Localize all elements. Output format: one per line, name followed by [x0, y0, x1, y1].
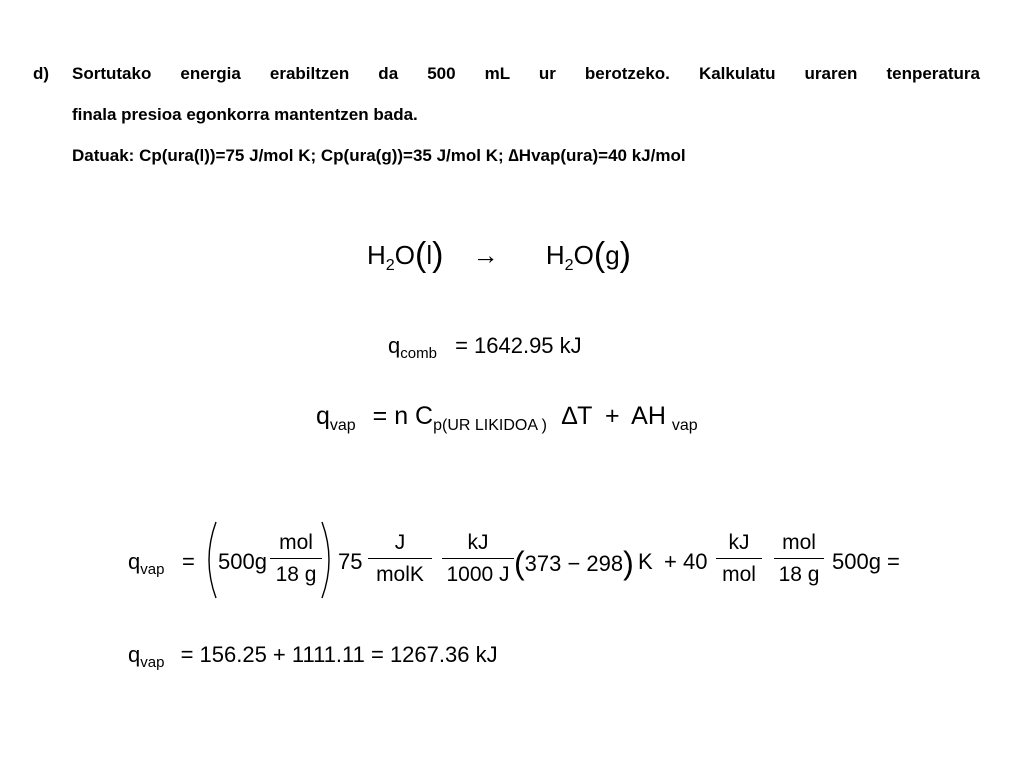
q-vap-formula: [316, 402, 698, 434]
q-vap-result: [128, 642, 498, 672]
cp-subscript: p(UR LIKIDOA ): [433, 416, 547, 434]
temperature-difference: [514, 542, 634, 579]
mass-value: 500g: [218, 549, 267, 574]
q-vap-symbol: q: [316, 402, 330, 430]
product-subscript: 2: [564, 255, 574, 274]
product-h: H: [545, 240, 565, 270]
q-vap-result-value: = 156.25 + 1111.11 = 1267.36 kJ: [180, 642, 498, 667]
fraction-4-denominator: mol: [722, 563, 756, 586]
plus-40-term: + 40: [664, 549, 708, 574]
q-vap-num-subscript: vap: [140, 561, 165, 579]
q-vap-subscript: vap: [329, 416, 356, 434]
temp-close-paren: ): [623, 545, 634, 581]
q-comb-symbol: q: [388, 333, 401, 358]
q-vap-num-equals: =: [182, 549, 195, 574]
fraction-2-numerator: J: [394, 531, 406, 554]
temp-open-paren: (: [514, 545, 525, 581]
fraction-mol-per-g: [270, 531, 322, 587]
plus-sign: +: [604, 402, 620, 430]
fraction-3-denominator: 1000 J: [446, 563, 510, 586]
fraction-2-denominator: molK: [376, 563, 424, 586]
kelvin-unit: K: [638, 549, 653, 574]
fraction-kj-per-j: [442, 531, 514, 587]
reactant-subscript: 2: [385, 255, 395, 274]
right-big-paren: [318, 520, 340, 600]
fraction-mol-per-g-2: [774, 531, 824, 587]
product-o: O: [573, 240, 594, 270]
fraction-1-denominator: 18 g: [275, 563, 317, 586]
problem-label: d): [33, 64, 50, 83]
q-vap-num-symbol: q: [128, 549, 141, 574]
q-vap-result-subscript: vap: [140, 654, 165, 672]
q-comb-subscript: comb: [400, 345, 437, 363]
fraction-j-per-molk: [368, 531, 432, 587]
problem-line-2: finala presioa egonkorra mantentzen bada.: [72, 105, 418, 124]
fraction-5-numerator: mol: [782, 531, 816, 554]
problem-line-1: Sortutako energia erabiltzen da 500 mL ur berotzeko. Kalkulatu uraren tenperatura: [72, 64, 980, 83]
mass-value-2: 500g =: [832, 549, 900, 574]
fraction-1-numerator: mol: [279, 531, 313, 554]
fraction-3-numerator: kJ: [467, 531, 489, 554]
ah-term: AH: [631, 402, 666, 430]
reaction-arrow: →: [472, 240, 499, 270]
ah-subscript: vap: [671, 416, 698, 434]
q-comb-value: = 1642.95 kJ: [455, 333, 582, 358]
fraction-4-numerator: kJ: [728, 531, 750, 554]
q-vap-result-symbol: q: [128, 642, 141, 667]
fraction-5-denominator: 18 g: [778, 563, 820, 586]
fraction-kj-per-mol: [716, 531, 762, 587]
n-cp-term: = n C: [372, 402, 434, 430]
reactant-o: O: [394, 240, 415, 270]
temp-diff-value: 373 − 298: [524, 551, 624, 576]
left-big-paren: [198, 520, 220, 600]
q-comb-equation: [388, 333, 582, 363]
delta-t: ∆T: [561, 402, 592, 430]
product-phase: g: [605, 240, 620, 270]
reactant-h: H: [367, 240, 386, 270]
cp-value: 75: [338, 549, 363, 574]
reaction-equation: $H_2O(l) \to H_2O(g)$: [367, 236, 631, 274]
reactant-phase: l: [426, 240, 433, 270]
problem-data-line: Datuak: Cp(ura(l))=75 J/mol K; Cp(ura(g))=35 J/mol K; ∆Hvap(ura)=40 kJ/mol: [72, 146, 686, 165]
